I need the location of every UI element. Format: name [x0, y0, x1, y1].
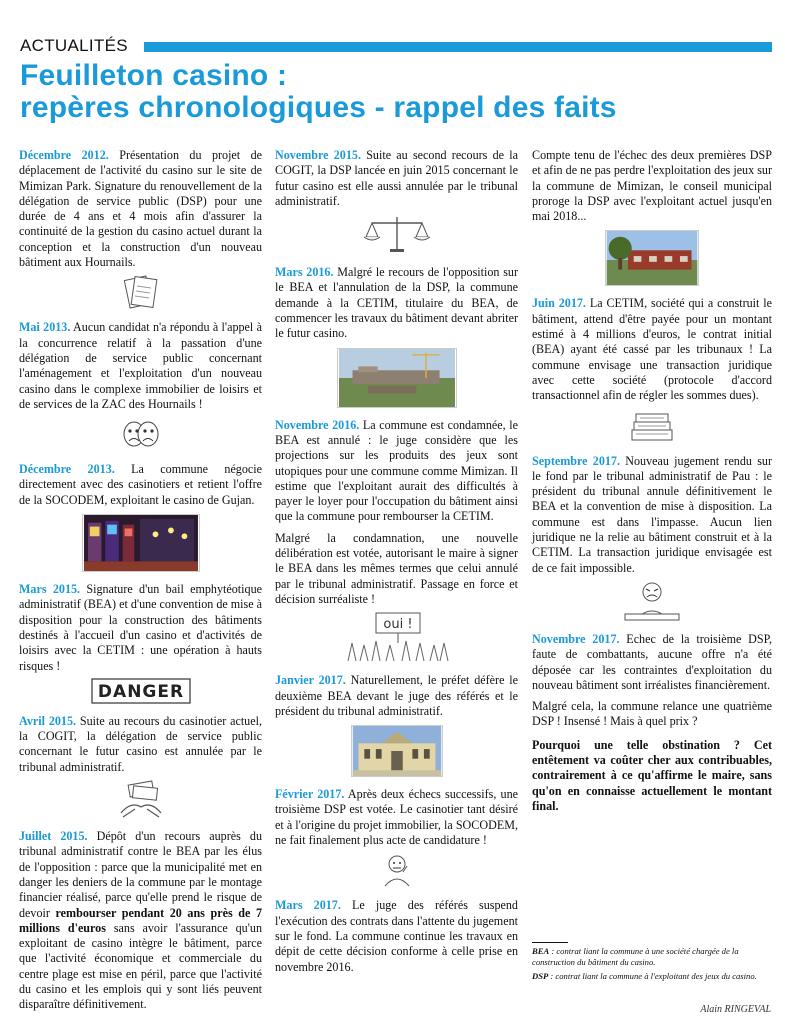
entry-mar-2017: [275, 898, 518, 974]
entry-nov-2015: [275, 148, 518, 209]
author-signature: Alain RINGEVAL: [700, 1004, 771, 1015]
entry-text: Présentation du projet de déplacement de l'activité du casino sur le site de Mimizan Park. Signature du renouvellement de la délégation de service public (DSP) pour une durée de 4 ans et 4 mois afin d'assurer la continuité de la gestion du casino actuel durant la conception et la construction d'un nouveau bâtiment aux Hournails.: [19, 148, 262, 270]
entry-nov-2016: [275, 418, 518, 525]
entry-text: La commune négocie directement avec des casinotiers et retient l'offre de la SOCODEM, exploitant le casino de Gujan.: [19, 462, 262, 507]
section-header: [20, 38, 772, 56]
entry-text: Suite au recours du casinotier actuel, la COGIT, la délégation de service public concernant le futur casino est annulée par le tribunal administratif.: [19, 713, 262, 774]
oui-sign-text: oui !: [382, 617, 413, 633]
entry-jul-2015: [19, 829, 262, 1013]
entry-date: Novembre 2015.: [275, 148, 361, 162]
entry-jun-2017: [532, 296, 772, 403]
entry-text: Dépôt d'un recours auprès du tribunal administratif contre le BEA par les élus de l'opposition : parce que la municipalité met en danger les deniers de la commune par le montage financier réalisé, parce qu'elle prend le risque de devoir: [19, 829, 262, 920]
footnote-term: BEA: [532, 946, 550, 956]
entry-date: Mars 2017.: [275, 898, 341, 913]
entry-apr-2015: [19, 714, 262, 775]
entry-date: Juillet 2015.: [19, 829, 88, 844]
entry-mar-2016: [275, 265, 518, 341]
entry-date: Mars 2016.: [275, 265, 334, 280]
entry-sep-2017: [532, 454, 772, 576]
footnotes: [532, 942, 776, 985]
entry-emphasis: rembourser pendant 20 ans près de 7 millions d'euros: [19, 905, 262, 935]
entry-date: Décembre 2012.: [19, 148, 109, 162]
footnote-text: : contrat liant la commune à l'exploitant des jeux du casino.: [548, 971, 757, 981]
entry-date: Avril 2015.: [19, 713, 77, 728]
footnote-text: : contrat liant la commune à une société chargée de la construction du bâtiment du casino.: [532, 946, 739, 967]
entry-text: Après deux échecs successifs, une troisième DSP est votée. Le casinotier tant désiré et à l'origine du projet immobilier, la SOCODEM, ne fait finalement plus acte de candidature !: [275, 787, 518, 848]
title-line-1: Feuilleton casino :: [20, 59, 288, 92]
chateau-photo: [351, 725, 443, 777]
entry-nov-2017: [532, 632, 772, 693]
entry-date: Décembre 2013.: [19, 462, 115, 477]
section-label: ACTUALITÉS: [20, 36, 128, 55]
sad-masks-icon: [119, 416, 163, 452]
entry-date: Mars 2015.: [19, 582, 81, 597]
entry-text: Nouveau jugement rendu sur le fond par le tribunal administratif de Pau : le président du tribunal annule définitivement le BEA et la convention de mise à disposition. La commune est dans l'impasse. Aucun lien juridique ne la relie au bâtiment construit et à la CETIM. La transaction juridique envisagée est de ce fait impossible.: [532, 453, 772, 575]
scales-icon: [362, 213, 432, 255]
entry-nov-2016-followup: Malgré la condamnation, une nouvelle délibération est votée, autorisant le maire à signer le BEA dans les mêmes termes que celui annulé par le tribunal administratif. Passage en force et décision surréaliste !: [275, 530, 518, 606]
entry-feb-2017: [275, 787, 518, 848]
entry-date: Novembre 2016.: [275, 417, 360, 432]
entry-date: Février 2017.: [275, 787, 345, 802]
intro-paragraph: Compte tenu de l'échec des deux premières DSP et afin de ne pas perdre l'exploitation des jeux sur la commune de Mimizan, le conseil municipal proroge la DSP avec l'exploitant actuel jusqu'en mai 2018...: [532, 148, 772, 224]
entry-may-2013: [19, 320, 262, 412]
column-3: [532, 148, 772, 814]
danger-sign-text: DANGER: [97, 681, 184, 702]
footnote-term: DSP: [532, 971, 549, 981]
entry-text: Echec de la troisième DSP, faute de combattants, aucune offre n'a été déposée car les contraintes d'exploitation du nouveau bâtiment sont irréalistes financièrement.: [532, 631, 772, 692]
entry-text: Aucun candidat n'a répondu à l'appel à la concurrence relatif à la passation d'une délégation de service public concernant l'aménagement et l'exploitation d'un nouveau casino dans le complexe immobilier de loisirs et de services de la ZAC des Hournails !: [19, 320, 262, 411]
column-1: [19, 148, 262, 1017]
entry-text: Naturellement, le préfet défère le deuxième BEA devant le juge des référés et le président du tribunal administratif.: [275, 673, 519, 718]
entry-nov-2017-followup: Malgré cela, la commune relance une quatrième DSP ! Insensé ! Mais à quel prix ?: [532, 699, 772, 729]
section-bar: [144, 42, 772, 52]
entry-dec-2013: [19, 462, 262, 508]
entry-text: Signature d'un bail emphytéotique administratif (BEA) et d'une convention de mise à disposition pour la construction des bâtiments destinés à l'accueil d'un casino et d'activités de loisirs avec la CETIM : une opération à hauts risques !: [19, 582, 262, 673]
entry-date: Septembre 2017.: [532, 453, 620, 468]
danger-sign-icon: [91, 678, 191, 704]
entry-text: La commune est condamnée, le BEA est annulé : le juge considère que les projections sur les produits des jeux sont utopiques pour une commune comme Mimizan. Il estime que l'exploitant aurait des difficultés à payer le loyer pour l'occupation du bâtiment ainsi que la commune pour rembourser la CETIM.: [275, 417, 518, 524]
footnote-bea: [532, 946, 776, 968]
closing-statement: Pourquoi une telle obstination ? Cet entêtement va coûter cher aux contribuables, contrairement à ce qu'affirme le maire, sans qu'on en connaisse actuellement le montant final.: [532, 737, 772, 813]
protest-oui-icon: [342, 611, 452, 663]
thinking-man-icon: [377, 852, 417, 888]
column-2: [275, 148, 518, 979]
entry-date: Juin 2017.: [532, 296, 586, 311]
papers-icon: [119, 274, 163, 310]
entry-mar-2015: [19, 582, 262, 674]
footnote-rule: [532, 942, 568, 943]
casino-photo: [82, 514, 200, 572]
entry-date: Novembre 2017.: [532, 631, 620, 646]
entry-text: Malgré le recours de l'opposition sur le BEA et l'annulation de la DSP, la commune demande à la CETIM, titulaire du BEA, de commencer les travaux du bâtiment devant abriter le futur casino.: [275, 265, 518, 341]
entry-jan-2017: [275, 673, 518, 719]
entry-text: sans avoir l'assurance qu'un exploitant de casino intègre le bâtiment, parce que l'activité économique et commerciale du centre plage est mise en péril, parce que l'activité du casino et les emplois qui y sont liés peuvent disparaître définitivement.: [19, 920, 262, 1012]
entry-text: La CETIM, société qui a construit le bâtiment, attend d'être payée pour un montant estimé à 4 millions d'euros, le contrat initial (BEA) ayant été cassé par les tribunaux ! La commune envisage une transaction juridique avec cette société (protocole d'accord transactionnel afin de régler les sommes dues).: [532, 296, 773, 403]
entry-date: Janvier 2017.: [275, 673, 346, 688]
entry-date: Mai 2013.: [19, 320, 71, 335]
upset-man-icon: [621, 580, 683, 622]
entry-dec-2012: [19, 148, 262, 270]
entry-text: Le juge des référés suspend l'exécution des contrats dans l'attente du jugement sur le fond. La commune continue les travaux en dépit de cette décision conforme à celle prise en novembre 2016.: [275, 898, 518, 974]
construction-site-photo: [337, 348, 457, 408]
footnote-dsp: [532, 971, 776, 982]
entry-text: Suite au second recours de la COGIT, la DSP lancée en juin 2015 concernant le futur casino est elle aussi annulée par le tribunal administratif.: [275, 148, 518, 208]
money-hands-icon: [115, 779, 167, 819]
page-title: [20, 60, 765, 124]
building-photo: [605, 230, 699, 286]
stack-of-papers-icon: [626, 408, 678, 444]
title-line-2: repères chronologiques - rappel des faits: [20, 91, 617, 124]
